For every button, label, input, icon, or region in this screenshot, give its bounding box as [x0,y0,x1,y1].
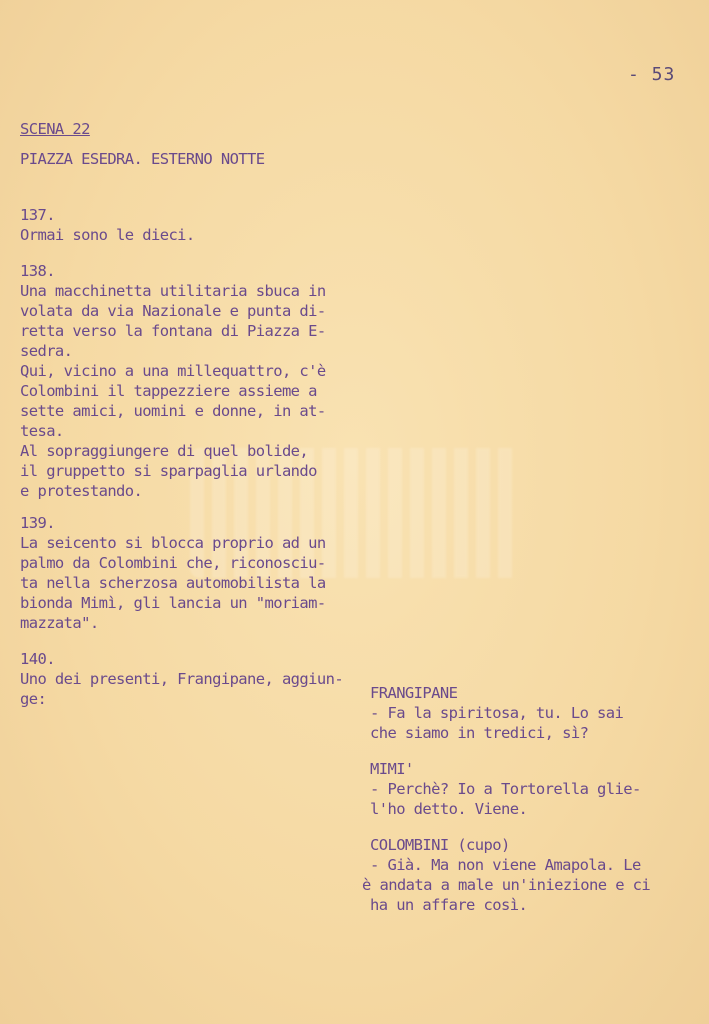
action-line: Una macchinetta utilitaria sbuca in [20,282,326,300]
scene-heading: SCENA 22 [20,120,90,138]
action-line: Colombini il tappezziere assieme a [20,382,317,400]
action-line: sette amici, uomini e donne, in at- [20,402,326,420]
action-line: ta nella scherzosa automobilista la [20,574,326,592]
dialogue-line: è andata a male un'iniezione e ci [362,876,651,894]
dialogue-line: - Già. Ma non viene Amapola. Le [370,856,641,874]
action-line: retta verso la fontana di Piazza E- [20,322,326,340]
dialogue-line: - Fa la spiritosa, tu. Lo sai [370,704,624,722]
dialogue-line: - Perchè? Io a Tortorella glie- [370,780,641,798]
shot-number: 138. [20,262,55,280]
shot-number: 139. [20,514,55,532]
action-line: Al sopraggiungere di quel bolide, [20,442,309,460]
action-line: palmo da Colombini che, riconosciu- [20,554,326,572]
character-name: MIMI' [370,760,414,778]
scene-location: PIAZZA ESEDRA. ESTERNO NOTTE [20,150,265,168]
action-line: ge: [20,690,47,708]
action-line: e protestando. [20,482,143,500]
action-line: mazzata". [20,614,99,632]
shot-number: 137. [20,206,55,224]
action-line: bionda Mimì, gli lancia un "moriam- [20,594,326,612]
character-name: FRANGIPANE [370,684,458,702]
dialogue-line: l'ho detto. Viene. [370,800,528,818]
action-line: tesa. [20,422,64,440]
character-name: COLOMBINI (cupo) [370,836,510,854]
action-line: Qui, vicino a una millequattro, c'è [20,362,326,380]
page-number: - 53 [628,64,676,85]
shot-number: 140. [20,650,55,668]
action-line: volata da via Nazionale e punta di- [20,302,326,320]
action-line: Ormai sono le dieci. [20,226,195,244]
dialogue-line: ha un affare così. [370,896,528,914]
action-line: il gruppetto si sparpaglia urlando [20,462,317,480]
action-line: La seicento si blocca proprio ad un [20,534,326,552]
action-line: sedra. [20,342,73,360]
action-line: Uno dei presenti, Frangipane, aggiun- [20,670,344,688]
dialogue-line: che siamo in tredici, sì? [370,724,589,742]
